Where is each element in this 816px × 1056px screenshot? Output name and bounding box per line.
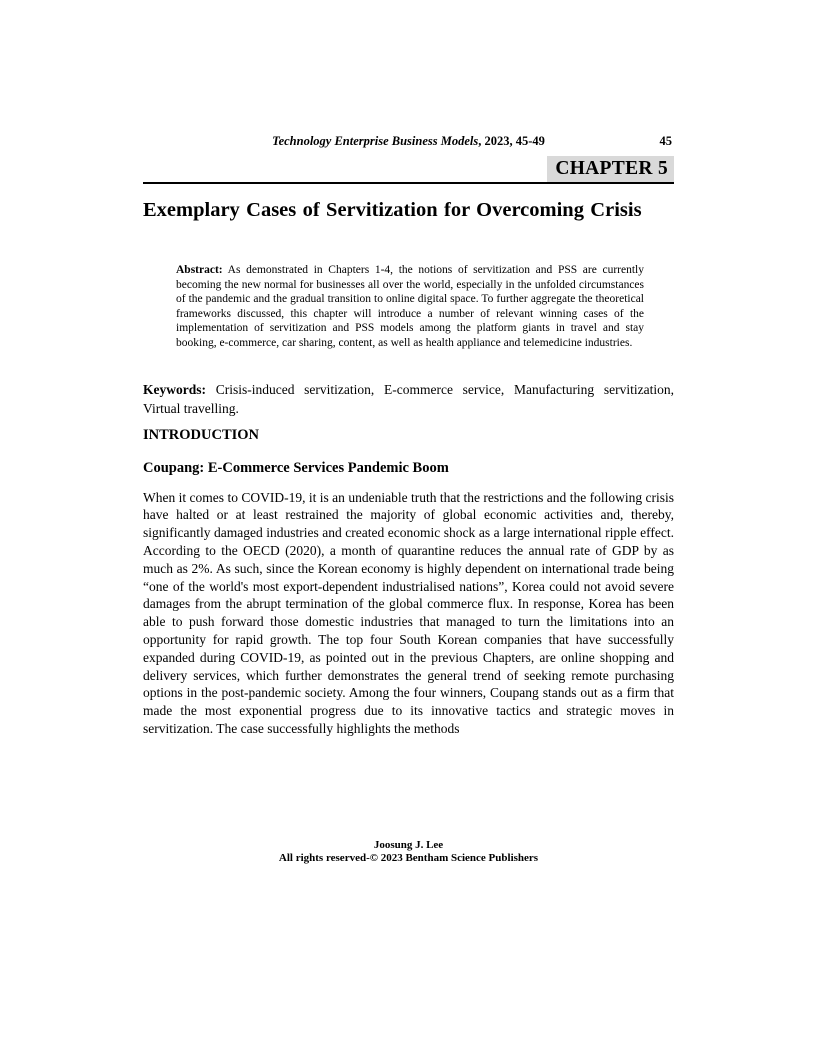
footer-author: Joosung J. Lee: [373, 839, 444, 851]
keywords-block: [143, 380, 674, 418]
journal-title: Technology Enterprise Business Models: [272, 134, 479, 148]
abstract-block: [176, 263, 644, 351]
chapter-row: [143, 156, 674, 182]
introduction-heading: INTRODUCTION: [143, 426, 260, 443]
page-footer: [143, 839, 674, 865]
page-content: [143, 0, 674, 738]
abstract-label: Abstract:: [176, 264, 223, 276]
issue-info: , 2023, 45-49: [478, 134, 545, 148]
keywords-text: Crisis-induced servitization, E-commerce service, Manufacturing servitization, Virtual travelling.: [143, 381, 674, 416]
running-head-text: [272, 134, 545, 148]
introduction-paragraph: When it comes to COVID-19, it is an undeniable truth that the restrictions and the following crisis have halted or at least restrained the majority of global economic activities and, thereby, significantly damaged industries and created economic shock as a large international ripple effect. According to the OECD (2020), a month of quarantine reduces the annual rate of GDP by as much as 2%. As such, since the Korean economy is highly dependent on international trade being “one of the world's most export-dependent industrialised nations”, Korea could not avoid severe damages from the abrupt termination of the global commerce flux. In response, Korea has been able to push forward those domestic industries that managed to turn the limitations into an opportunity for rapid growth. The top four South Korean companies that have successfully expanded during COVID-19, as pointed out in the previous Chapters, are online shopping and delivery services, which further demonstrates the general trend of seeking remote purchasing options in the post-pandemic society. Among the four winners, Coupang stands out as a firm that made the most exponential progress due to its innovative tactics and strategic moves in servitization. The case successfully highlights the methods: [143, 489, 674, 736]
abstract-text: As demonstrated in Chapters 1-4, the notions of servitization and PSS are currently becoming the new normal for businesses all over the world, especially in the unfolded circumstances of the pandemic and the gradual transition to online digital space. To further aggregate the theoretical frameworks discussed, this chapter will introduce a number of relevant winning cases of the implementation of servitization and PSS models among the platform giants in travel and stay booking, e-commerce, car sharing, content, as well as health appliance and telemedicine industries.: [176, 264, 644, 349]
header-rule: [143, 182, 674, 184]
running-head: [143, 134, 674, 148]
chapter-label: CHAPTER 5: [547, 156, 674, 182]
coupang-subheading: Coupang: E-Commerce Services Pandemic Boom: [143, 459, 449, 476]
footer-copyright: All rights reserved-© 2023 Bentham Science Publishers: [278, 852, 539, 864]
page-number: 45: [659, 134, 672, 148]
chapter-title: Exemplary Cases of Servitization for Overcoming Crisis: [143, 199, 642, 221]
keywords-label: Keywords:: [143, 381, 206, 397]
